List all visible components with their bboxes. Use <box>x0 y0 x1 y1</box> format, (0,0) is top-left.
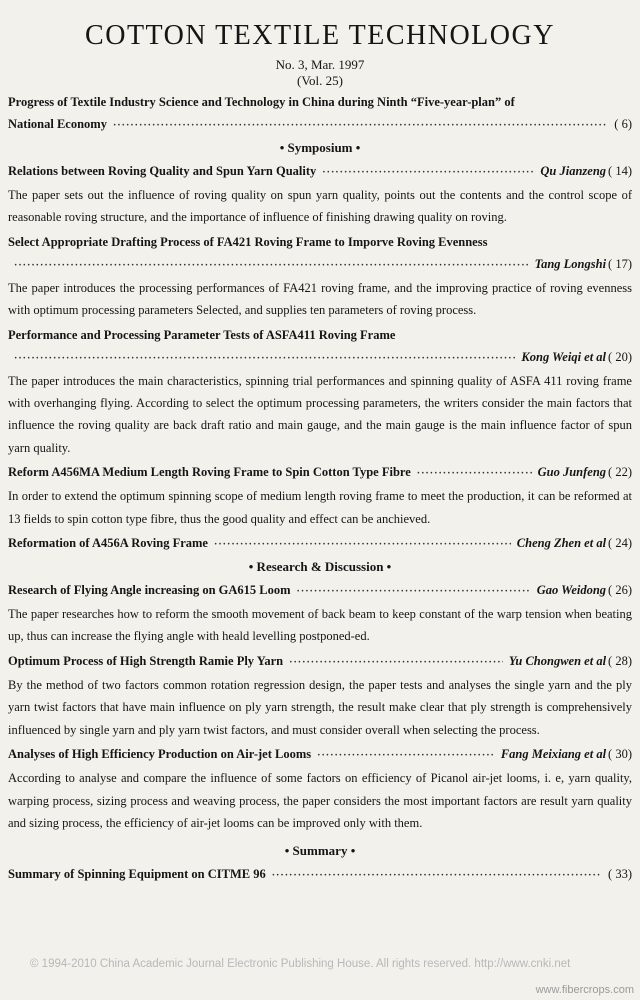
section-heading-research: • Research & Discussion • <box>248 559 392 575</box>
entry-title[interactable]: Reform A456MA Medium Length Roving Frame to Spin Cotton Type Fibre <box>8 465 411 480</box>
toc-entry-fa421 <box>8 231 632 322</box>
dot-leader <box>14 255 529 277</box>
dot-leader <box>14 348 515 370</box>
dot-leader <box>317 745 495 767</box>
entry-title[interactable]: Analyses of High Efficiency Production on Air-jet Looms <box>8 747 312 762</box>
entry-author: Gao Weidong <box>536 583 607 598</box>
section-heading-summary: • Summary • <box>284 843 356 859</box>
toc-entry-roving-quality <box>8 160 632 229</box>
entry-title[interactable]: Select Appropriate Drafting Process of FA421 Roving Frame to Imporve Roving Evenness <box>8 234 488 249</box>
section-heading-symposium: • Symposium • <box>279 140 361 155</box>
dot-leader <box>289 652 503 674</box>
dot-leader <box>297 581 531 603</box>
entry-author: Kong Weiqi et al <box>521 349 607 364</box>
entry-title-cont[interactable]: National Economy <box>8 117 107 131</box>
entry-abstract: In order to extend the optimum spinning scope of medium length roving frame to meet the production, it can be reformed at 13 fields to spin cotton type fibre, thus the good quality and effect can be anchieved. <box>8 489 632 526</box>
entry-title[interactable]: Progress of Textile Industry Science and Technology in China during Ninth “Five-year-plan” of <box>8 95 515 109</box>
dot-leader <box>214 534 511 556</box>
page-number: ( 33) <box>608 867 632 882</box>
entry-abstract: The paper introduces the main characteristics, spinning trial performances and spinning quality of ASFA 411 roving frame with overhanging flying. According to select the optimum processing parameters, the writers consider the main factors that influence the roving quality are back draft ratio and main gauge, and the main gauge is the main influence factor of spun yarn quality. <box>8 373 632 455</box>
entry-title[interactable]: Relations between Roving Quality and Spun Yarn Quality <box>8 164 317 178</box>
toc-page <box>8 0 632 887</box>
page-number: ( 30) <box>608 747 632 762</box>
entry-abstract: The paper researches how to reform the smooth movement of back beam to keep constant of the warp tension when beating up, thus can increase the flying angle with heald levelling postponed-ed. <box>8 607 632 644</box>
page-number: ( 22) <box>608 465 632 480</box>
toc-entry-ramie <box>8 650 632 741</box>
entry-title[interactable]: Optimum Process of High Strength Ramie Ply Yarn <box>8 653 284 668</box>
page-number: ( 24) <box>608 536 632 551</box>
issue-info: No. 3, Mar. 1997 <box>275 57 365 72</box>
toc-entry-progress <box>8 91 632 137</box>
page-number: ( 6) <box>614 117 632 131</box>
entry-abstract: According to analyse and compare the influence of some factors on efficiency of Picanol air-jet looms, i. e, yarn quality, warping process, sizing process and weaving process, the paper considers the most important factors are result yarn quality and sizing process, the efficiency of air-jet looms can be improved only with them. <box>8 771 632 830</box>
dot-leader <box>417 463 532 485</box>
copyright-watermark: © 1994-2010 China Academic Journal Electronic Publishing House. All rights reserved. http://www.cnki.net <box>30 958 571 970</box>
entry-title[interactable]: Research of Flying Angle increasing on GA615 Loom <box>8 583 291 598</box>
page-number: ( 17) <box>608 256 632 271</box>
journal-title: COTTON TEXTILE TECHNOLOGY <box>85 20 555 51</box>
entry-title[interactable]: Performance and Processing Parameter Tests of ASFA411 Roving Frame <box>8 327 396 342</box>
entry-author: Yu Chongwen et al <box>508 653 607 668</box>
toc-entry-airjet <box>8 743 632 834</box>
entry-author: Qu Jianzeng <box>540 164 607 178</box>
entry-title[interactable]: Reformation of A456A Roving Frame <box>8 536 208 551</box>
toc-entry-citme <box>8 863 632 887</box>
page-number: ( 14) <box>608 164 632 178</box>
site-watermark: www.fibercrops.com <box>535 984 634 996</box>
entry-author: Tang Longshi <box>534 256 607 271</box>
entry-abstract: The paper sets out the influence of roving quality on spun yarn quality, points out the contents and the control scope of reasonable roving structure, and the importance of influence of finishing drawing quality on roving. <box>8 188 632 225</box>
page-number: ( 20) <box>608 349 632 364</box>
entry-abstract: By the method of two factors common rotation regression design, the paper tests and analyses the single yarn and the ply yarn twist factors that have main influence on ply yarn strength, the result make clear that ply strength is comprehensively influenced by single yarn and ply yarn twist factors, and must consider overall when selecting the process. <box>8 677 632 737</box>
toc-entry-a456ma <box>8 461 632 530</box>
entry-author: Cheng Zhen et al <box>516 536 607 551</box>
page-number: ( 26) <box>608 583 632 598</box>
entry-author: Fang Meixiang et al <box>500 747 607 762</box>
toc-entry-a456a <box>8 532 632 556</box>
toc-entry-ga615 <box>8 579 632 648</box>
entry-title[interactable]: Summary of Spinning Equipment on CITME 96 <box>8 867 266 882</box>
page-number: ( 28) <box>608 653 632 668</box>
dot-leader <box>322 162 534 184</box>
dot-leader <box>272 865 600 887</box>
entry-author: Guo Junfeng <box>537 465 607 480</box>
volume-info: (Vol. 25) <box>297 73 343 88</box>
entry-abstract: The paper introduces the processing performances of FA421 roving frame, and the improving practice of roving evenness with optimum processing parameters Selected, and supplies ten parameters of roving process. <box>8 280 632 318</box>
dot-leader <box>113 115 606 137</box>
toc-entry-asfa411 <box>8 324 632 460</box>
